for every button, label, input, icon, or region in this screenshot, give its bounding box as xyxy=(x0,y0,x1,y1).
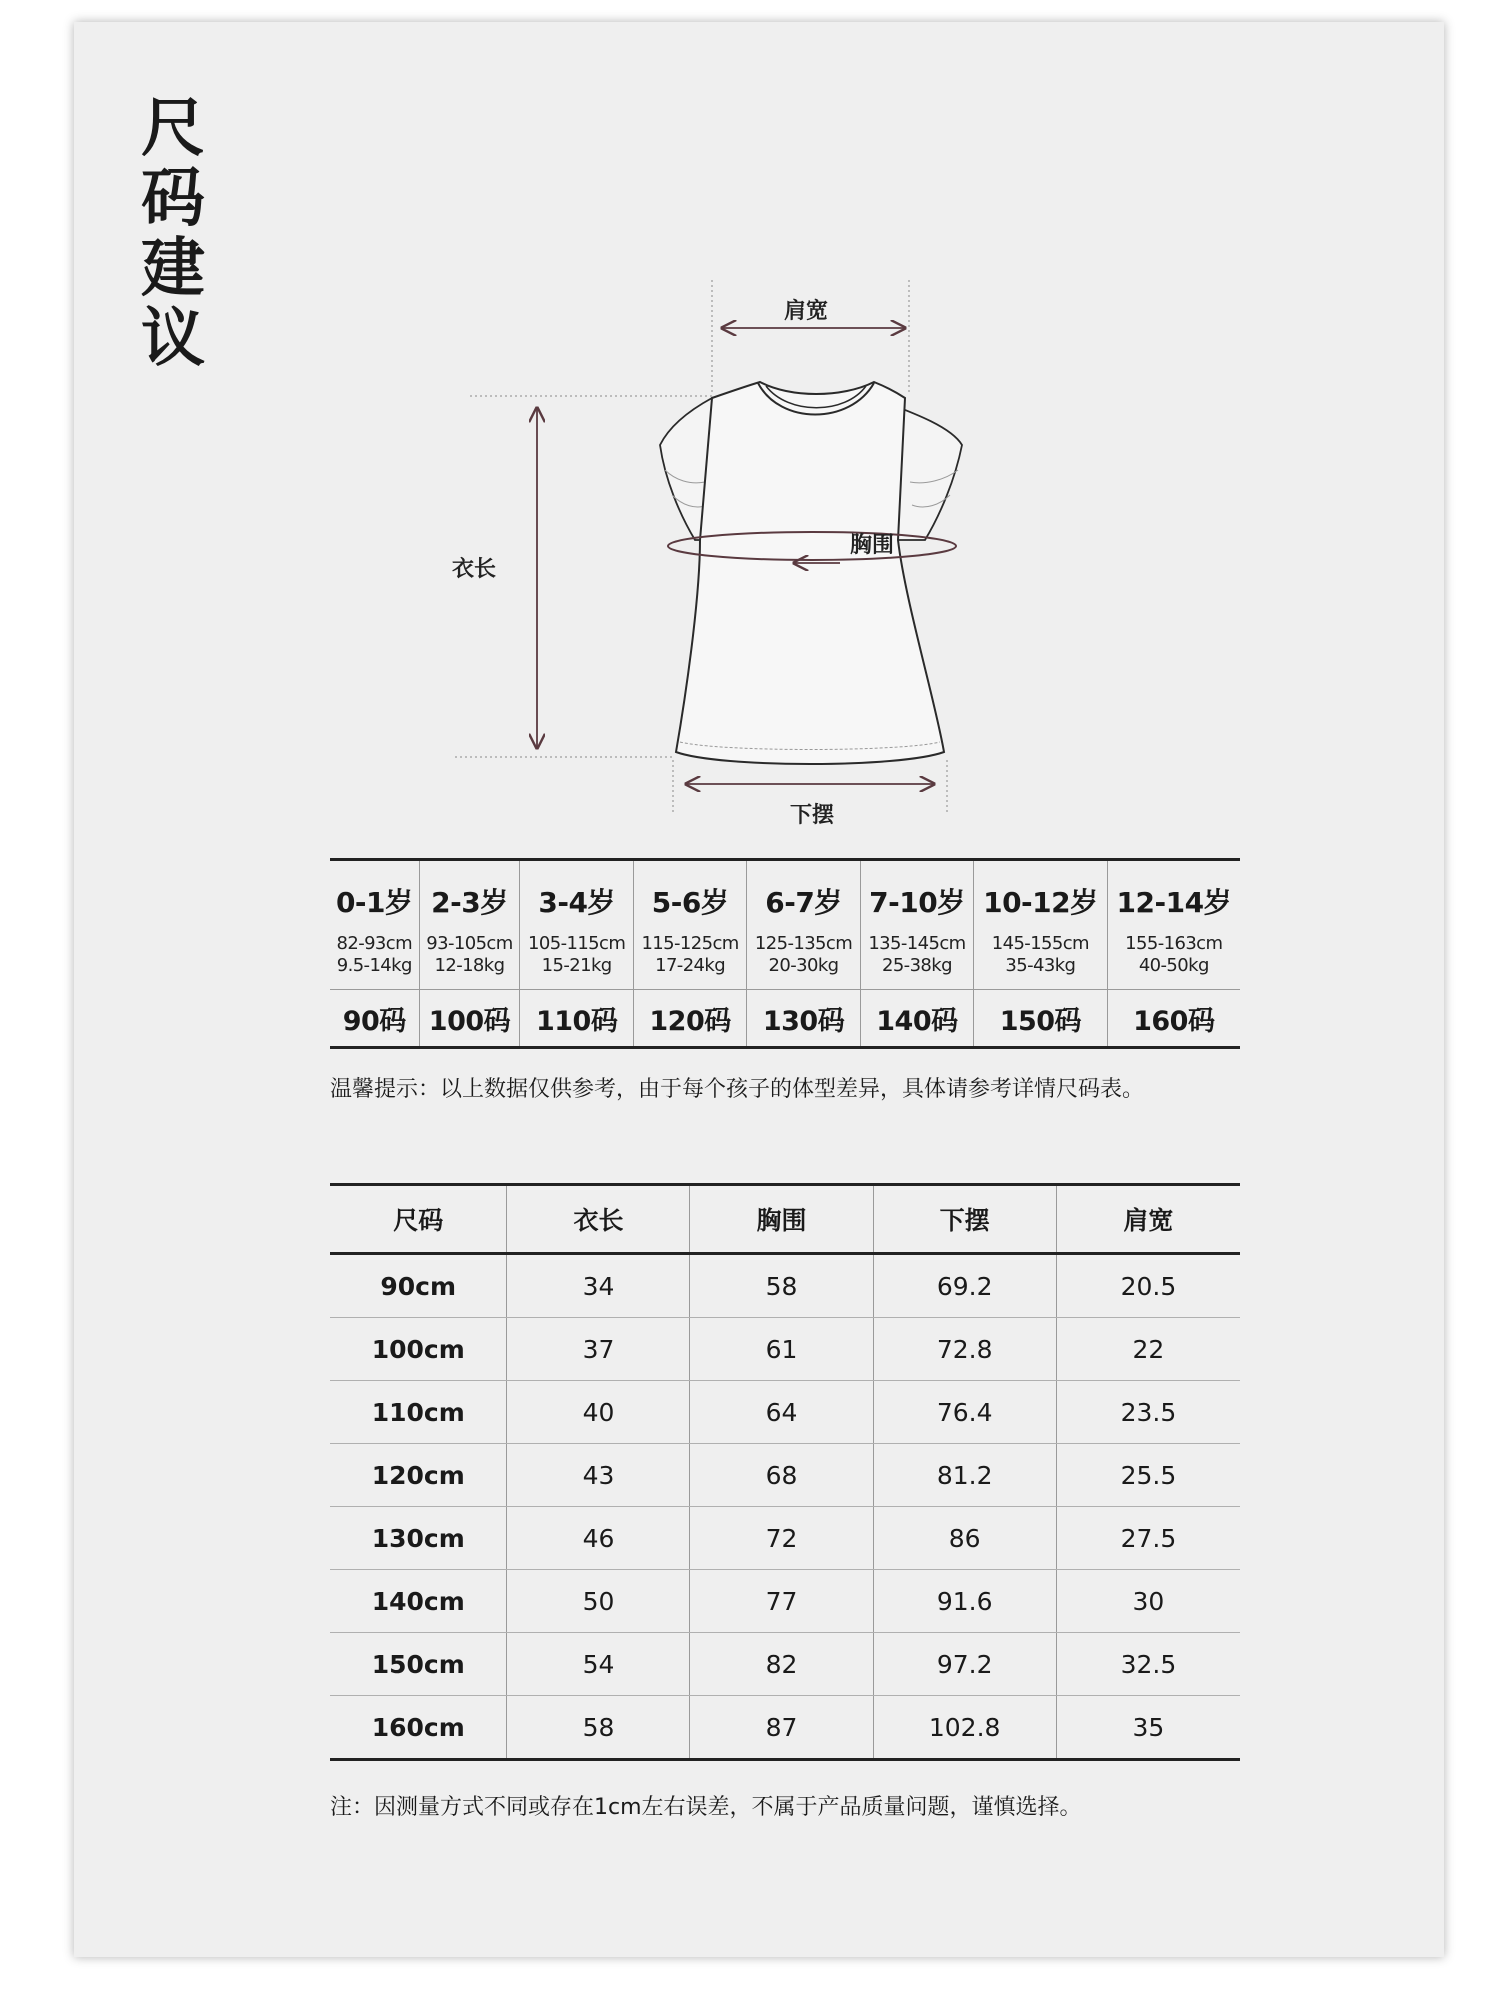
shoulder-label: 肩宽 xyxy=(784,299,829,324)
shoulder-cell: 32.5 xyxy=(1056,1633,1240,1696)
size-code: 110码 xyxy=(520,990,633,1048)
age-cell: 0-1岁 82-93cm 9.5-14kg xyxy=(330,860,419,990)
age-cell: 5-6岁 115-125cm 17-24kg xyxy=(633,860,746,990)
shoulder-cell: 20.5 xyxy=(1056,1254,1240,1318)
title-char: 议 xyxy=(141,302,205,376)
title-char: 码 xyxy=(141,162,205,236)
column-header: 尺码 xyxy=(330,1185,507,1254)
hem-cell: 102.8 xyxy=(873,1696,1056,1760)
table-row xyxy=(330,1318,1240,1381)
chest-cell: 77 xyxy=(690,1570,873,1633)
column-header: 衣长 xyxy=(507,1185,690,1254)
size-cell: 130cm xyxy=(330,1507,507,1570)
table-header xyxy=(330,1185,1240,1254)
size-code: 140码 xyxy=(860,990,973,1048)
size-code: 160码 xyxy=(1133,1005,1215,1037)
length-cell: 58 xyxy=(507,1696,690,1760)
table-row xyxy=(330,1381,1240,1444)
table-row xyxy=(330,1254,1240,1318)
table-row xyxy=(330,1444,1240,1507)
title-char: 建 xyxy=(141,232,205,306)
size-code: 150码 xyxy=(974,990,1107,1048)
table-row xyxy=(330,1633,1240,1696)
measurement-table xyxy=(330,1183,1240,1761)
chest-cell: 61 xyxy=(690,1318,873,1381)
hem-label: 下摆 xyxy=(790,803,835,828)
column-header: 胸围 xyxy=(690,1185,873,1254)
size-cell: 120cm xyxy=(330,1444,507,1507)
hem-cell: 91.6 xyxy=(873,1570,1056,1633)
size-code: 120码 xyxy=(633,990,746,1048)
shoulder-cell: 27.5 xyxy=(1056,1507,1240,1570)
age-row xyxy=(330,860,1240,990)
length-cell: 37 xyxy=(507,1318,690,1381)
shoulder-cell: 30 xyxy=(1056,1570,1240,1633)
chest-cell: 82 xyxy=(690,1633,873,1696)
size-code: 130码 xyxy=(747,990,860,1048)
hem-cell: 76.4 xyxy=(873,1381,1056,1444)
tip-text: 温馨提示：以上数据仅供参考，由于每个孩子的体型差异，具体请参考详情尺码表。 xyxy=(330,1077,1145,1102)
shoulder-cell: 35 xyxy=(1056,1696,1240,1760)
chest-cell: 72 xyxy=(690,1507,873,1570)
size-cell: 90cm xyxy=(330,1254,507,1318)
hem-cell: 69.2 xyxy=(873,1254,1056,1318)
chest-cell: 87 xyxy=(690,1696,873,1760)
size-code-row xyxy=(330,990,1240,1048)
table-row xyxy=(330,1696,1240,1760)
shoulder-cell: 23.5 xyxy=(1056,1381,1240,1444)
column-header: 下摆 xyxy=(873,1185,1056,1254)
length-cell: 54 xyxy=(507,1633,690,1696)
size-cell: 100cm xyxy=(330,1318,507,1381)
size-cell: 110cm xyxy=(330,1381,507,1444)
shoulder-cell: 25.5 xyxy=(1056,1444,1240,1507)
table-row xyxy=(330,1570,1240,1633)
footnote: 注：因测量方式不同或存在1cm左右误差，不属于产品质量问题，谨慎选择。 xyxy=(330,1795,1082,1820)
age-cell: 12-14岁 155-163cm 40-50kg xyxy=(1116,886,1232,976)
size-cell: 140cm xyxy=(330,1570,507,1633)
hem-cell: 97.2 xyxy=(873,1633,1056,1696)
hem-cell: 72.8 xyxy=(873,1318,1056,1381)
size-code: 90码 xyxy=(330,990,419,1048)
page-title xyxy=(138,94,208,374)
age-cell: 6-7岁 125-135cm 20-30kg xyxy=(747,860,860,990)
length-cell: 43 xyxy=(507,1444,690,1507)
age-cell: 2-3岁 93-105cm 12-18kg xyxy=(419,860,520,990)
chest-cell: 68 xyxy=(690,1444,873,1507)
length-cell: 46 xyxy=(507,1507,690,1570)
hem-cell: 81.2 xyxy=(873,1444,1056,1507)
tshirt-body xyxy=(676,382,944,764)
chest-label: 胸围 xyxy=(850,533,895,558)
age-cell: 3-4岁 105-115cm 15-21kg xyxy=(520,860,633,990)
size-code: 100码 xyxy=(419,990,520,1048)
length-cell: 50 xyxy=(507,1570,690,1633)
title-char: 尺 xyxy=(141,92,205,166)
chest-cell: 58 xyxy=(690,1254,873,1318)
size-cell: 150cm xyxy=(330,1633,507,1696)
shoulder-cell: 22 xyxy=(1056,1318,1240,1381)
garment-diagram xyxy=(440,270,980,820)
age-cell: 7-10岁 135-145cm 25-38kg xyxy=(860,860,973,990)
column-header: 肩宽 xyxy=(1123,1206,1174,1235)
table-row xyxy=(330,1507,1240,1570)
age-cell: 10-12岁 145-155cm 35-43kg xyxy=(974,860,1107,990)
length-cell: 34 xyxy=(507,1254,690,1318)
length-label: 衣长 xyxy=(452,557,497,582)
hem-cell: 86 xyxy=(873,1507,1056,1570)
chest-cell: 64 xyxy=(690,1381,873,1444)
length-cell: 40 xyxy=(507,1381,690,1444)
age-size-table xyxy=(330,858,1240,1049)
size-cell: 160cm xyxy=(330,1696,507,1760)
